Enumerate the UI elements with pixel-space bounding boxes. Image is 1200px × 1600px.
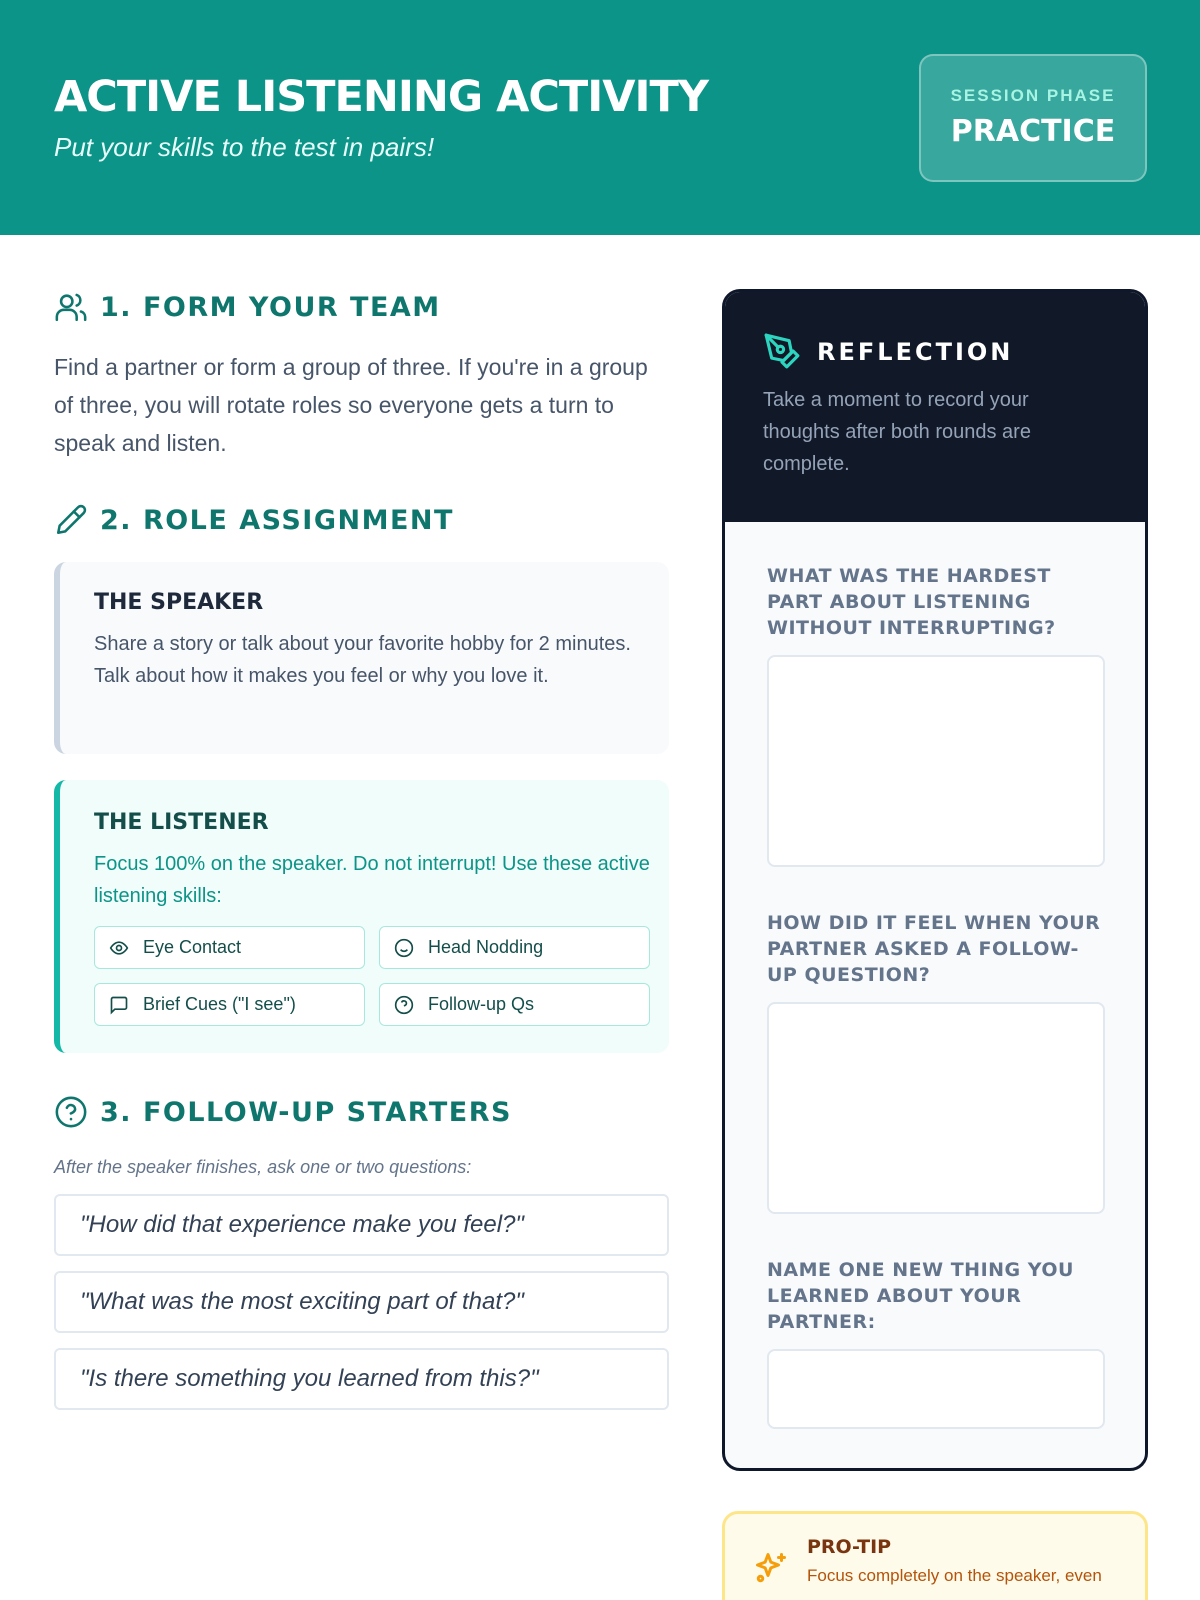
reflection-answer-box[interactable] <box>767 655 1105 867</box>
session-phase-value: PRACTICE <box>950 114 1116 149</box>
section-title: 1. FORM YOUR TEAM <box>100 291 441 323</box>
skill-label: Brief Cues ("I see") <box>143 994 296 1014</box>
session-phase-label: SESSION PHASE <box>950 86 1116 105</box>
session-phase-badge <box>919 54 1147 182</box>
skill-follow-up <box>379 983 650 1026</box>
skill-label: Follow-up Qs <box>428 994 535 1014</box>
follow-up-question: "Is there something you learned from this?" <box>54 1348 669 1410</box>
reflection-title: REFLECTION <box>817 338 1014 366</box>
reflection-question-label: HOW DID IT FEEL WHEN YOUR PARTNER ASKED A FOLLOW-UP QUESTION? <box>767 912 1101 986</box>
help-circle-icon <box>394 995 414 1015</box>
reflection-answer-box[interactable] <box>767 1349 1105 1429</box>
section-form-team-heading <box>54 290 441 324</box>
skill-label: Head Nodding <box>428 937 544 957</box>
section-title: 3. FOLLOW-UP STARTERS <box>100 1096 512 1128</box>
listener-text: Focus 100% on the speaker. Do not interrupt! Use these active listening skills: <box>94 853 650 907</box>
page-title: ACTIVE LISTENING ACTIVITY <box>54 72 709 122</box>
pro-tip-card <box>722 1511 1148 1600</box>
reflection-header <box>725 292 1145 522</box>
reflection-text: Take a moment to record your thoughts after both rounds are complete. <box>763 389 1031 475</box>
speaker-title: THE SPEAKER <box>94 590 264 615</box>
smile-icon <box>394 938 414 958</box>
pro-tip-title: PRO-TIP <box>807 1536 892 1558</box>
follow-up-question: "What was the most exciting part of that?" <box>54 1271 669 1333</box>
team-instructions: Find a partner or form a group of three. If you're in a group of three, you will rotate roles so everyone gets a turn to speak and listen. <box>54 354 648 456</box>
reflection-question-label: NAME ONE NEW THING YOU LEARNED ABOUT YOUR PARTNER: <box>767 1259 1074 1333</box>
page-header <box>0 0 1200 235</box>
eye-icon <box>109 938 129 958</box>
section-role-assignment-heading <box>54 503 454 537</box>
help-circle-icon <box>54 1095 88 1129</box>
pen-icon <box>54 503 88 537</box>
skill-brief-cues <box>94 983 365 1026</box>
page-subtitle: Put your skills to the test in pairs! <box>54 132 435 162</box>
pro-tip-text: Focus completely on the speaker, even <box>807 1566 1102 1585</box>
skill-head-nodding <box>379 926 650 969</box>
sparkles-icon <box>753 1550 789 1586</box>
users-icon <box>54 290 88 324</box>
speaker-card <box>54 562 669 754</box>
reflection-answer-box[interactable] <box>767 1002 1105 1214</box>
reflection-question-label: WHAT WAS THE HARDEST PART ABOUT LISTENING WITHOUT INTERRUPTING? <box>767 565 1056 639</box>
skill-eye-contact <box>94 926 365 969</box>
skill-label: Eye Contact <box>143 937 242 957</box>
message-square-icon <box>109 995 129 1015</box>
pen-tool-icon <box>763 332 801 370</box>
speaker-text: Share a story or talk about your favorite hobby for 2 minutes. Talk about how it makes you feel or why you love it. <box>94 633 631 687</box>
reflection-panel <box>722 289 1148 1471</box>
section-follow-up-heading <box>54 1095 512 1129</box>
section-title: 2. ROLE ASSIGNMENT <box>100 504 454 536</box>
follow-up-note: After the speaker finishes, ask one or two questions: <box>54 1157 472 1177</box>
follow-up-question: "How did that experience make you feel?" <box>54 1194 669 1256</box>
listener-title: THE LISTENER <box>94 810 269 835</box>
listener-card <box>54 780 669 1053</box>
